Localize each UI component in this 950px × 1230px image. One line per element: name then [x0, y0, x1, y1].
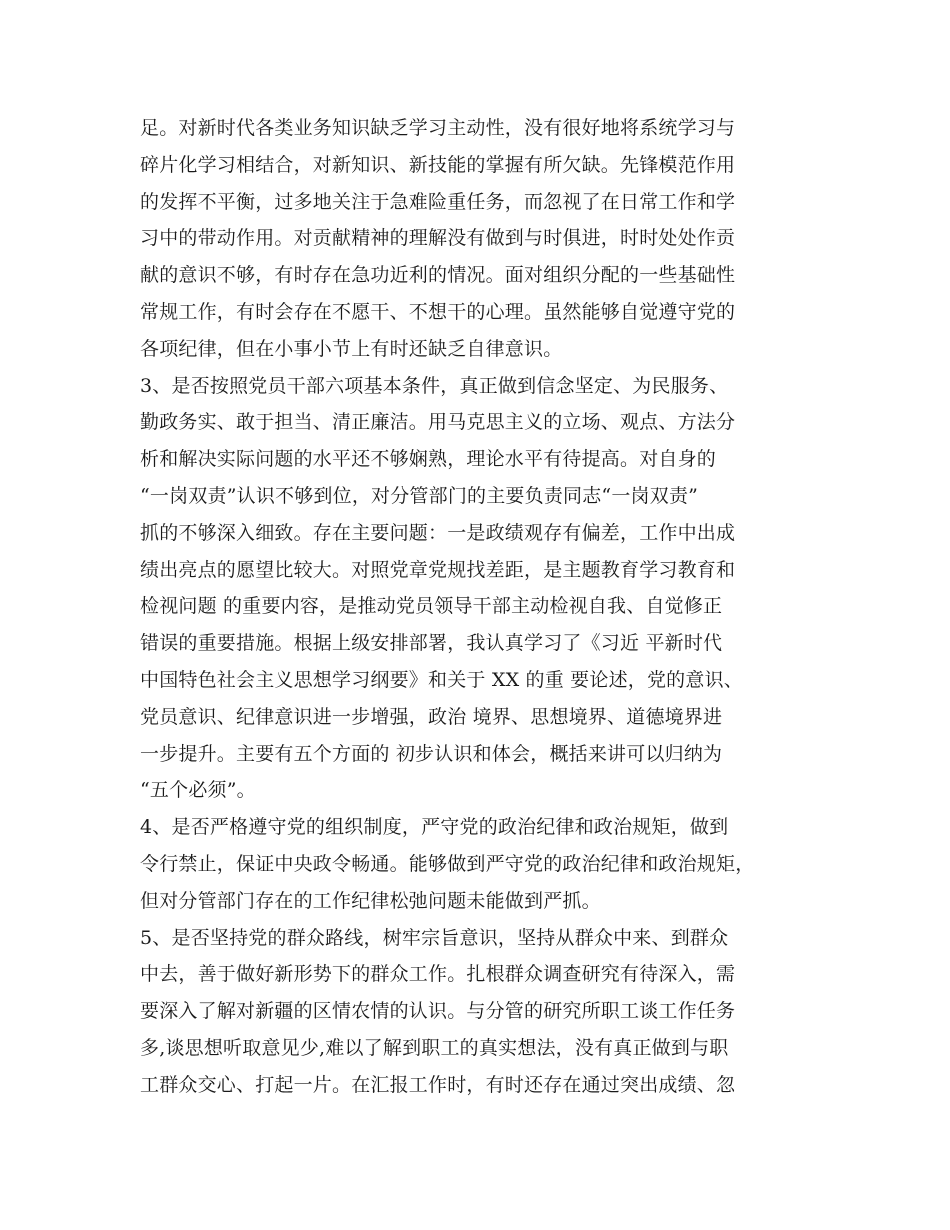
text-line: 绩出亮点的愿望比较大。对照党章党规找差距，是主题教育学习教育和 [140, 558, 736, 581]
text-line: 习中的带动作用。对贡献精神的理解没有做到与时俱进，时时处处作贡 [140, 227, 736, 250]
text-line: 工群众交心、打起一片。在汇报工作时，有时还存在通过突出成绩、忽 [140, 1073, 736, 1096]
text-line: 的发挥不平衡，过多地关注于急难险重任务，而忽视了在日常工作和学 [140, 190, 736, 213]
text-line: 一步提升。主要有五个方面的 初步认识和体会，概括来讲可以归纳为 [140, 742, 723, 765]
text-line: 碎片化学习相结合，对新知识、新技能的掌握有所欠缺。先锋模范作用 [140, 153, 736, 176]
text-line: 5、是否坚持党的群众路线，树牢宗旨意识，坚持从群众中来、到群众 [140, 926, 729, 949]
text-line: 献的意识不够，有时存在急功近利的情况。面对组织分配的一些基础性 [140, 264, 736, 287]
text-line: 足。对新时代各类业务知识缺乏学习主动性，没有很好地将系统学习与 [140, 117, 736, 139]
text-line: 但对分管部门存在的工作纪律松弛问题未能做到严抓。 [140, 889, 601, 912]
text-line: 多,谈思想听取意见少,难以了解到职工的真实想法，没有真正做到与职 [140, 1036, 729, 1059]
text-line: 抓的不够深入细致。存在主要问题：一是政绩观存有偏差，工作中出成 [140, 521, 736, 544]
text-line: 各项纪律，但在小事小节上有时还缺乏自律意识。 [140, 337, 563, 360]
text-line: “五个必须”。 [140, 779, 256, 802]
text-line: 中去，善于做好新形势下的群众工作。扎根群众调查研究有待深入，需 [140, 963, 736, 986]
text-line: 勤政务实、敢于担当、清正廉洁。用马克思主义的立场、观点、方法分 [140, 411, 736, 434]
text-line: 析和解决实际问题的水平还不够娴熟，理论水平有待提高。对自身的 [140, 448, 717, 471]
text-line: 中国特色社会主义思想学习纲要》和关于 XX 的重 要论述，党的意识、 [140, 668, 743, 691]
text-line: “一岗双责”认识不够到位，对分管部门的主要负责同志“一岗双责” [140, 484, 699, 507]
text-line: 要深入了解对新疆的区情农情的认识。与分管的研究所职工谈工作任务 [140, 1000, 736, 1023]
text-line: 常规工作，有时会存在不愿干、不想干的心理。虽然能够自觉遵守党的 [140, 300, 736, 323]
body-text [140, 110, 830, 1104]
text-line: 令行禁止，保证中央政令畅通。能够做到严守党的政治纪律和政治规矩， [140, 852, 755, 875]
text-line: 党员意识、纪律意识进一步增强，政治 境界、思想境界、道德境界进 [140, 705, 723, 728]
text-line: 3、是否按照党员干部六项基本条件，真正做到信念坚定、为民服务、 [140, 374, 729, 397]
text-line: 4、是否严格遵守党的组织制度，严守党的政治纪律和政治规矩，做到 [140, 816, 729, 839]
text-line: 错误的重要措施。根据上级安排部署，我认真学习了《习近 平新时代 [140, 632, 723, 655]
text-line: 检视问题 的重要内容，是推动党员领导干部主动检视自我、自觉修正 [140, 595, 723, 618]
